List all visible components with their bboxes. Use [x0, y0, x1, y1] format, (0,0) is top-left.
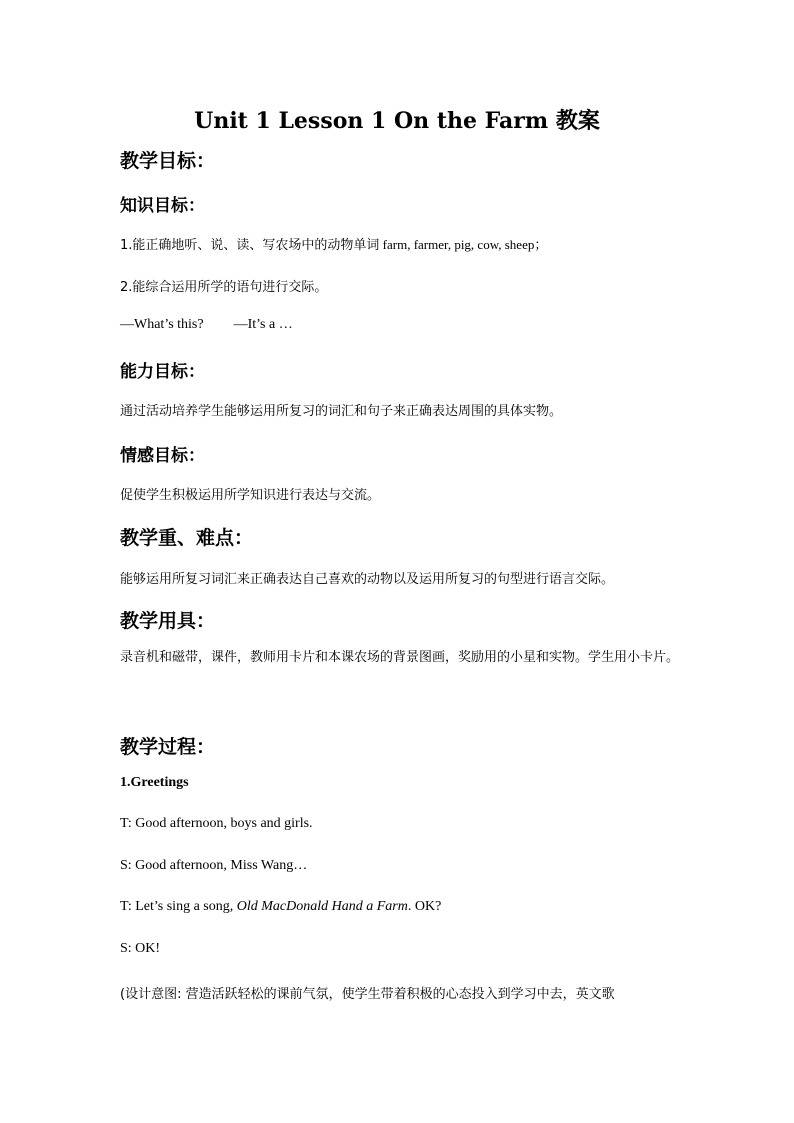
dialogue-answer: —It’s a …	[233, 317, 293, 332]
dialogue-teacher-2	[120, 899, 441, 915]
emotion-heading: 情感目标：	[120, 446, 205, 466]
ability-heading: 能力目标：	[120, 362, 205, 382]
process-heading: 教学过程：	[120, 736, 216, 758]
document-title: Unit 1 Lesson 1 On the Farm 教案	[194, 108, 600, 134]
knowledge-item-1-text: 1.能正确地听、说、读、写农场中的动物单词	[120, 238, 380, 253]
key-points-text: 能够运用所复习词汇来正确表达自己喜欢的动物以及运用所复习的句型进行语言交际。	[120, 572, 615, 587]
dialogue-student-2: S: OK!	[120, 941, 161, 956]
dialogue-teacher-2-prefix: T: Let’s sing a song,	[120, 899, 237, 914]
key-points-heading: 教学重、难点：	[120, 527, 254, 549]
song-title: Old MacDonald Hand a Farm	[236, 899, 408, 914]
dialogue-question: —What’s this?	[120, 317, 204, 332]
knowledge-item-1-words: farm, farmer, pig, cow, sheep；	[379, 237, 548, 252]
dialogue-student-1: S: Good afternoon, Miss Wang…	[120, 858, 308, 873]
knowledge-item-2: 2.能综合运用所学的语句进行交际。	[120, 280, 328, 295]
dialogue-teacher-2-suffix: . OK?	[407, 899, 442, 914]
ability-text: 通过活动培养学生能够运用所复习的词汇和句子来正确表达周围的具体实物。	[120, 404, 563, 419]
knowledge-item-1	[120, 234, 547, 253]
step-1-heading: 1.Greetings	[120, 775, 189, 790]
dialogue-teacher-1: T: Good afternoon, boys and girls.	[120, 816, 313, 831]
tools-text: 录音机和磁带，课件，教师用卡片和本课农场的背景图画，奖励用的小星和实物。学生用小卡片。	[120, 650, 680, 665]
objectives-heading: 教学目标：	[120, 150, 216, 172]
dialogue-line	[120, 317, 293, 333]
design-note: (设计意图: 营造活跃轻松的课前气氛，使学生带着积极的心态投入到学习中去，英文歌	[120, 987, 615, 1002]
emotion-text: 促使学生积极运用所学知识进行表达与交流。	[120, 488, 381, 503]
tools-heading: 教学用具：	[120, 610, 216, 632]
knowledge-heading: 知识目标：	[120, 196, 205, 216]
